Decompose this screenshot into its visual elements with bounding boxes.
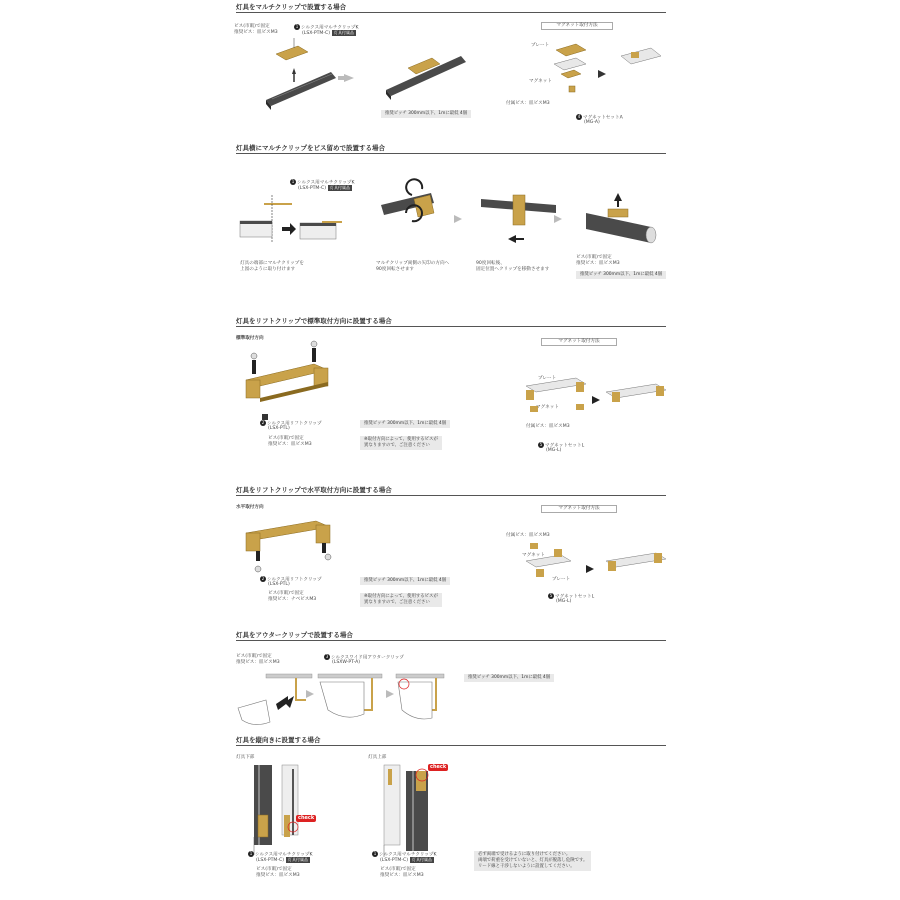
magnet-label: マグネット: [536, 405, 559, 410]
section-title: 灯具をリフトクリップで標準取付方向に設置する場合: [236, 317, 392, 325]
part-number-badge: 1: [295, 24, 299, 29]
section-title: 灯具をリフトクリップで水平取付方向に設置する場合: [236, 486, 392, 494]
set-number-badge: 4: [577, 114, 581, 119]
direction-label: 水平取付方向: [236, 505, 264, 510]
part-code: (LSXW-PT-A): [332, 660, 361, 665]
screw-note-2: 推奨ビス：皿ビスM3: [236, 660, 280, 665]
section-title: 灯具横にマルチクリップをビス留めで設置する場合: [236, 144, 385, 152]
part-name: シルクス用マルチクリップK: [301, 25, 359, 31]
part-code-line-bottom: [256, 857, 310, 864]
attach-screw-label: 付属ビス：皿ビスM3: [506, 533, 550, 538]
set-name: マグネットセットL: [545, 443, 585, 449]
screw-note-1: ビス(市販)で固定: [268, 591, 304, 596]
screw-note-2: 推奨ビス：ナベビスM3: [268, 597, 317, 602]
part-name: シルクス用マルチクリップK: [297, 180, 355, 186]
step1-text-2: 上図のように取り付けます: [240, 267, 296, 272]
set-name: マグネットセットL: [555, 594, 595, 600]
part-code: (LSX-PTL): [268, 582, 290, 587]
section-title: 灯具をアウタークリップで設置する場合: [236, 631, 353, 639]
multiclip-illustration: [236, 2, 666, 112]
screw-note-2-top: 推奨ビス：皿ビスM3: [380, 873, 424, 878]
part-name: シルクス用リフトクリップ: [267, 421, 322, 427]
accessory-tag: 灯具付属品: [288, 857, 309, 862]
part-code-line-top: [380, 857, 434, 864]
set-number-badge: 5: [539, 442, 543, 447]
section-title: 灯具をマルチクリップで設置する場合: [236, 3, 347, 11]
part-name: シルクス用リフトクリップ: [267, 577, 322, 583]
attach-screw-label: 付属ビス：皿ビスM3: [506, 101, 550, 106]
part-name: シルクス用マルチクリップK: [255, 852, 313, 858]
caution-note: [360, 436, 442, 450]
outerclip-illustration: [236, 630, 666, 730]
section-liftclip-horizontal: [236, 485, 666, 625]
accessory-tag: 灯具付属品: [412, 857, 433, 862]
screw-note-1: ビス(市販)で固定: [576, 255, 612, 260]
section-title: 灯具を縦向きに設置する場合: [236, 736, 321, 744]
caution-line-1: ※取付方向によって、使用するビスが: [364, 594, 438, 599]
step2-text-2: 90度回転させます: [376, 267, 415, 272]
attach-screw-label: 付属ビス：皿ビスM3: [526, 424, 570, 429]
part-number-badge: 1: [249, 851, 253, 856]
pitch-note: 推奨ピッチ 300mm以下、1mに最低 4個: [360, 420, 450, 428]
set-code: (MG-L): [546, 448, 562, 453]
check-badge-top: check: [430, 764, 447, 770]
accessory-tag: 灯具付属品: [334, 30, 355, 35]
pitch-note: 推奨ピッチ 300mm以下、1mに最低 4個: [360, 577, 450, 585]
screw-note-2: 推奨ビス：皿ビスM3: [268, 442, 312, 447]
note-line-2: 両端で荷重を受けていないと、灯具が脱落し危険です。: [478, 858, 588, 863]
plate-label: プレート: [552, 577, 571, 582]
plate-label: プレート: [531, 43, 550, 48]
part-name: シルクスワイド用アウタークリップ: [331, 655, 404, 661]
plate-label: プレート: [538, 376, 557, 381]
step1-text-1: 灯具の端部にマルチクリップを: [240, 261, 304, 266]
part-number-badge: 3: [325, 654, 329, 659]
part-number-badge: 2: [261, 420, 265, 425]
pitch-note: 推奨ピッチ 300mm以下、1mに最低 4個: [576, 271, 666, 279]
step3-text-1: 90度回転後、: [476, 261, 505, 266]
note-line-1: 必ず両端で受けるように取り付けてください。: [478, 852, 571, 857]
direction-label: 標準取付方向: [236, 336, 264, 341]
screw-note-1: ビス(市販)で固定: [268, 436, 304, 441]
section-multiclip: [234, 2, 666, 125]
screw-note-1: ビス(市販)で固定: [234, 24, 270, 29]
set-number-badge: 5: [549, 593, 553, 598]
part-code: (LSX-PTM-C): [256, 858, 285, 863]
screw-note-2: 推奨ビス：皿ビスM3: [234, 30, 278, 35]
part-number-badge: 1: [373, 851, 377, 856]
pitch-note: 推奨ピッチ 300mm以下、1mに最低 4個: [381, 110, 471, 118]
section-liftclip-standard: [236, 316, 666, 476]
screw-note-1-top: ビス(市販)で固定: [380, 867, 416, 872]
magnet-label: マグネット: [522, 553, 545, 558]
caution-line-1: ※取付方向によって、使用するビスが: [364, 437, 438, 442]
section-vertical: [236, 735, 666, 895]
magnet-method-box: マグネット取付方法: [541, 338, 617, 346]
step2-text-1: マルチクリップ両側の矢印の方向へ: [376, 261, 450, 266]
part-name: シルクス用マルチクリップK: [379, 852, 437, 858]
caution-line-2: 異なりますので、ご注意ください: [364, 443, 430, 448]
part-code: (LSX-PTM-C): [302, 31, 331, 36]
section-multiclip-side: [236, 143, 666, 283]
part-code: (LSX-PTM-C): [380, 858, 409, 863]
part-number-badge: 1: [291, 179, 295, 184]
part-code: (LSX-PTL): [268, 426, 290, 431]
magnet-method-box: マグネット取付方法: [541, 22, 613, 30]
step3-text-2: 固定位置へクリップを移動させます: [476, 267, 550, 272]
screw-note-1-bottom: ビス(市販)で固定: [256, 867, 292, 872]
set-name: マグネットセットA: [583, 115, 623, 121]
screw-note-2-bottom: 推奨ビス：皿ビスM3: [256, 873, 300, 878]
note-line-3: リード線と干渉しないように設置してください。: [478, 864, 575, 869]
check-badge-bottom: check: [298, 815, 315, 821]
set-code: (MG-L): [556, 599, 572, 604]
bottom-label: 灯具下部: [236, 755, 255, 760]
pitch-note: 推奨ピッチ 300mm以下、1mに最低 4個: [464, 674, 554, 682]
magnet-label: マグネット: [529, 79, 552, 84]
caution-line-2: 異なりますので、ご注意ください: [364, 600, 430, 605]
screw-note-1: ビス(市販)で固定: [236, 654, 272, 659]
part-number-badge: 2: [261, 576, 265, 581]
accessory-tag: 灯具付属品: [330, 185, 351, 190]
section-outerclip: [236, 630, 666, 730]
magnet-method-box: マグネット取付方法: [541, 505, 617, 513]
caution-note: [360, 593, 442, 607]
part-code: (LSX-PTM-C): [298, 186, 327, 191]
set-code: (MG-A): [584, 120, 600, 125]
screw-note-2: 推奨ビス：皿ビスM3: [576, 261, 620, 266]
installation-note: [474, 851, 591, 871]
top-label: 灯具上部: [368, 755, 387, 760]
